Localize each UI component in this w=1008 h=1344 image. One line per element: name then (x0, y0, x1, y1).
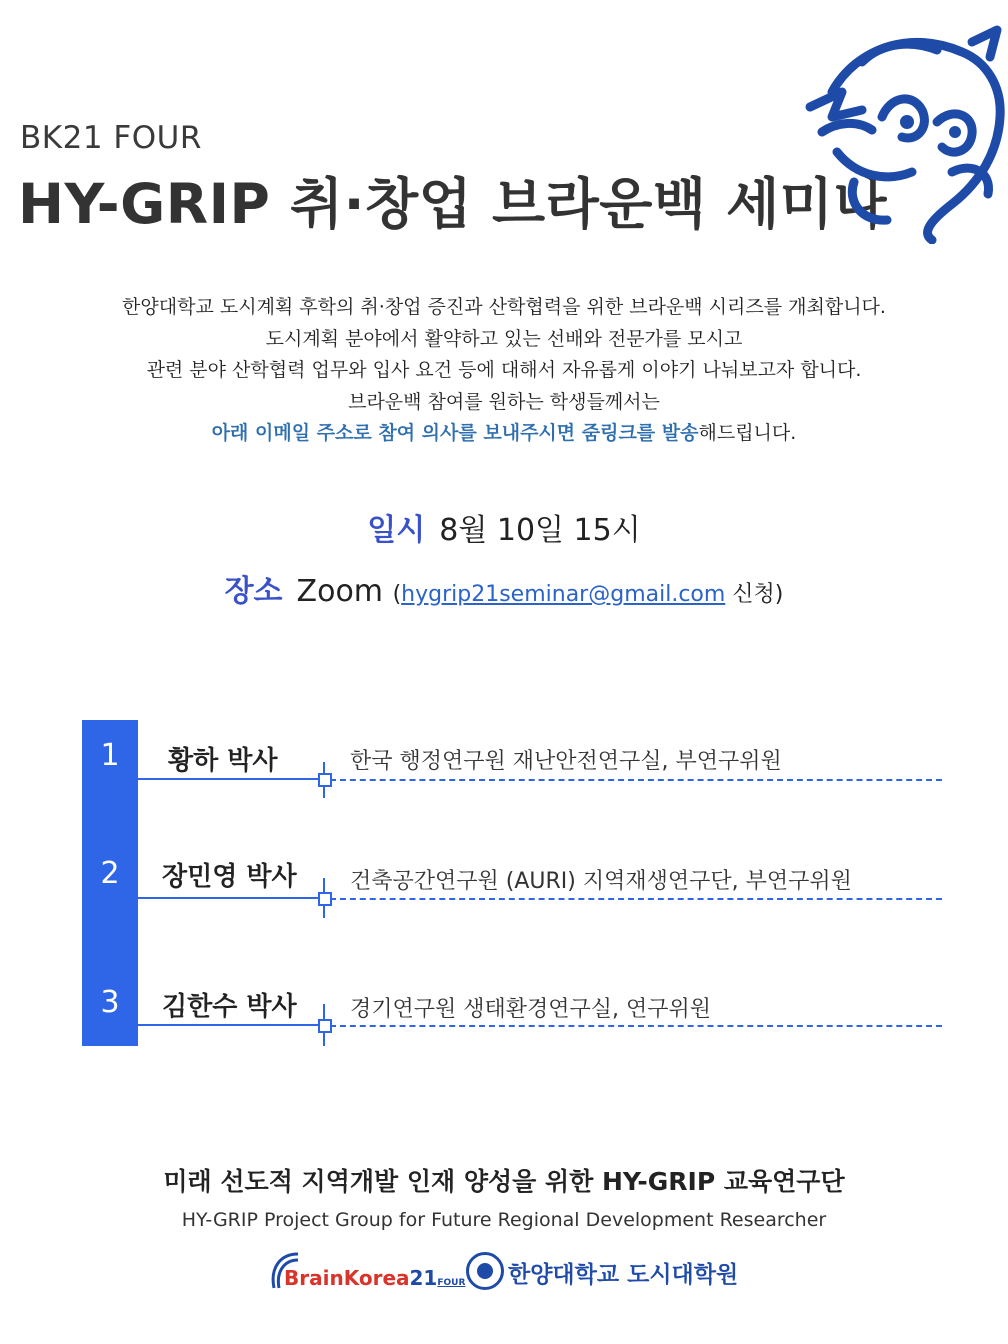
row-node-square (318, 892, 332, 906)
brainkorea-text: BrainKorea (284, 1266, 410, 1290)
intro-line-1: 한양대학교 도시계획 후학의 취·창업 증진과 산학협력을 위한 브라운백 시리즈를 개최합니다. (122, 296, 886, 318)
hanyang-wordmark: 한양대학교 도시대학원 (508, 1262, 739, 1288)
speaker-name: 황하 박사 (168, 746, 278, 776)
speaker-affiliation: 경기연구원 생태환경연구실, 연구위원 (350, 997, 712, 1022)
row-node-square (318, 773, 332, 787)
email-link[interactable]: hygrip21seminar@gmail.com (401, 582, 726, 607)
intro-line-4: 브라운백 참여를 원하는 학생들께서는 (348, 390, 660, 413)
intro-line-2: 도시계획 분야에서 활약하고 있는 선배와 전문가를 모시고 (265, 327, 743, 350)
intro-line-3: 관련 분야 산학협력 업무와 입사 요건 등에 대해서 자유롭게 이야기 나눠보고자 합니다. (146, 359, 862, 381)
intro-line-5-rest: 해드립니다. (698, 422, 797, 444)
speaker-number: 2 (100, 856, 120, 891)
apply-text: 신청) (725, 582, 784, 607)
intro-highlight: 아래 이메일 주소로 참여 의사를 보내주시면 줌링크를 발송 (211, 422, 699, 444)
intro-line-5 (0, 418, 1008, 450)
footer-org-english: HY-GRIP Project Group for Future Regional Development Researcher (181, 1209, 827, 1231)
speaker-affiliation: 한국 행정연구원 재난안전연구실, 부연구위원 (350, 749, 782, 774)
brainkorea21-logo (268, 1248, 466, 1294)
row-divider-solid (138, 1024, 318, 1026)
subtitle: BK21 FOUR (20, 120, 202, 156)
speaker-number: 3 (100, 985, 120, 1020)
date-value: 8월 10일 15시 (439, 513, 641, 548)
date-label: 일시 (367, 513, 426, 548)
venue-label: 장소 (224, 574, 283, 609)
speaker-name: 장민영 박사 (162, 862, 297, 892)
brainkorea-21: 21 (409, 1266, 438, 1290)
speaker-name: 김한수 박사 (162, 992, 297, 1022)
row-divider-dashed (330, 1025, 942, 1027)
venue-value: Zoom (296, 574, 384, 609)
hanyang-seal-icon (466, 1252, 504, 1290)
row-node-square (318, 1019, 332, 1033)
row-divider-solid (138, 778, 318, 780)
row-divider-dashed (330, 898, 942, 900)
row-divider-solid (138, 897, 318, 899)
hanyang-logo (466, 1252, 739, 1298)
venue-row (0, 566, 1008, 610)
speaker-number: 1 (100, 738, 120, 773)
brainkorea-four: FOUR (437, 1278, 466, 1288)
date-row (0, 505, 1008, 549)
page-title: HY-GRIP 취·창업 브라운백 세미나 (18, 172, 888, 236)
row-divider-dashed (330, 779, 942, 781)
speaker-affiliation: 건축공간연구원 (AURI) 지역재생연구단, 부연구위원 (350, 869, 852, 894)
open-paren: ( (392, 582, 402, 607)
intro-paragraph (0, 292, 1008, 450)
lion-mascot-icon (802, 22, 1008, 244)
footer-org-korean: 미래 선도적 지역개발 인재 양성을 위한 HY-GRIP 교육연구단 (163, 1167, 845, 1196)
brainkorea-wordmark (284, 1266, 465, 1290)
